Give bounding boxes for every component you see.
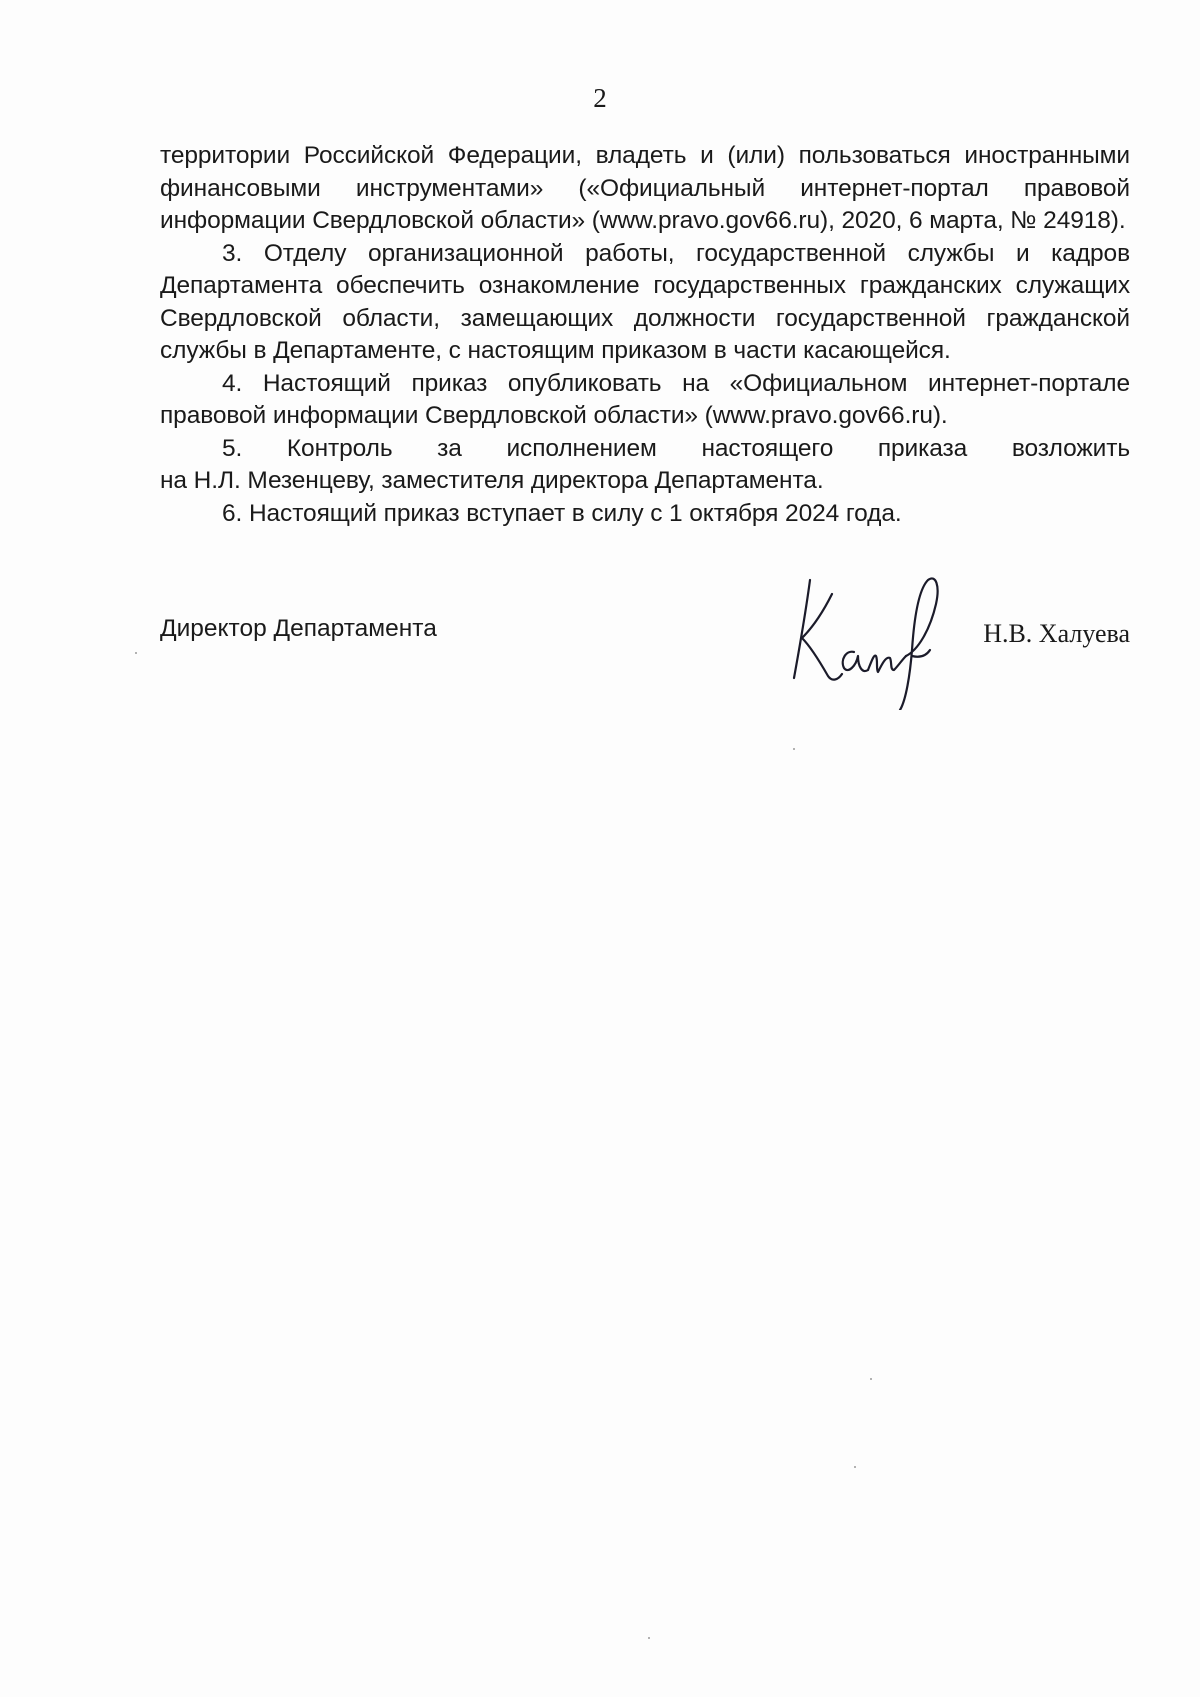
paragraph-3: 3. Отделу организационной работы, государственной службы и кадров Департамента обеспечить ознакомление государственных гражданских служащих Свердловской области, замещающих должности государственной гражданской службы в Департаменте, с настоящим приказом в части касающейся.: [160, 239, 1130, 364]
scan-speck: [648, 1637, 650, 1639]
paragraph-4: 4. Настоящий приказ опубликовать на «Официальном интернет-портале правовой информации Свердловской области» (www.pravo.gov66.ru).: [160, 369, 1130, 429]
paragraph-5-line-2: на Н.Л. Мезенцеву, заместителя директора Департамента.: [160, 467, 824, 494]
signatory-position: Директор Департамента: [160, 615, 437, 642]
document-body: [160, 140, 1130, 530]
scan-speck: [854, 1466, 856, 1468]
signatory-name: Н.В. Халуева: [983, 619, 1130, 648]
page-number: 2: [593, 83, 607, 113]
signature-block: [160, 605, 1130, 715]
paragraph-continuation: территории Российской Федерации, владеть и (или) пользоваться иностранными финансовыми инструментами» («Официальный интернет-портал правовой информации Свердловской области» (www.pravo.gov66.ru), 2020, 6 марта, № 24918).: [160, 142, 1130, 234]
handwritten-signature: [780, 560, 980, 710]
scan-speck: [793, 748, 795, 750]
scan-speck: [870, 1378, 872, 1380]
scan-speck: [135, 652, 137, 654]
paragraph-5-line-1: 5. Контроль за исполнением настоящего приказа возложить: [222, 434, 1130, 462]
paragraph-6: 6. Настоящий приказ вступает в силу с 1 октября 2024 года.: [222, 499, 902, 527]
